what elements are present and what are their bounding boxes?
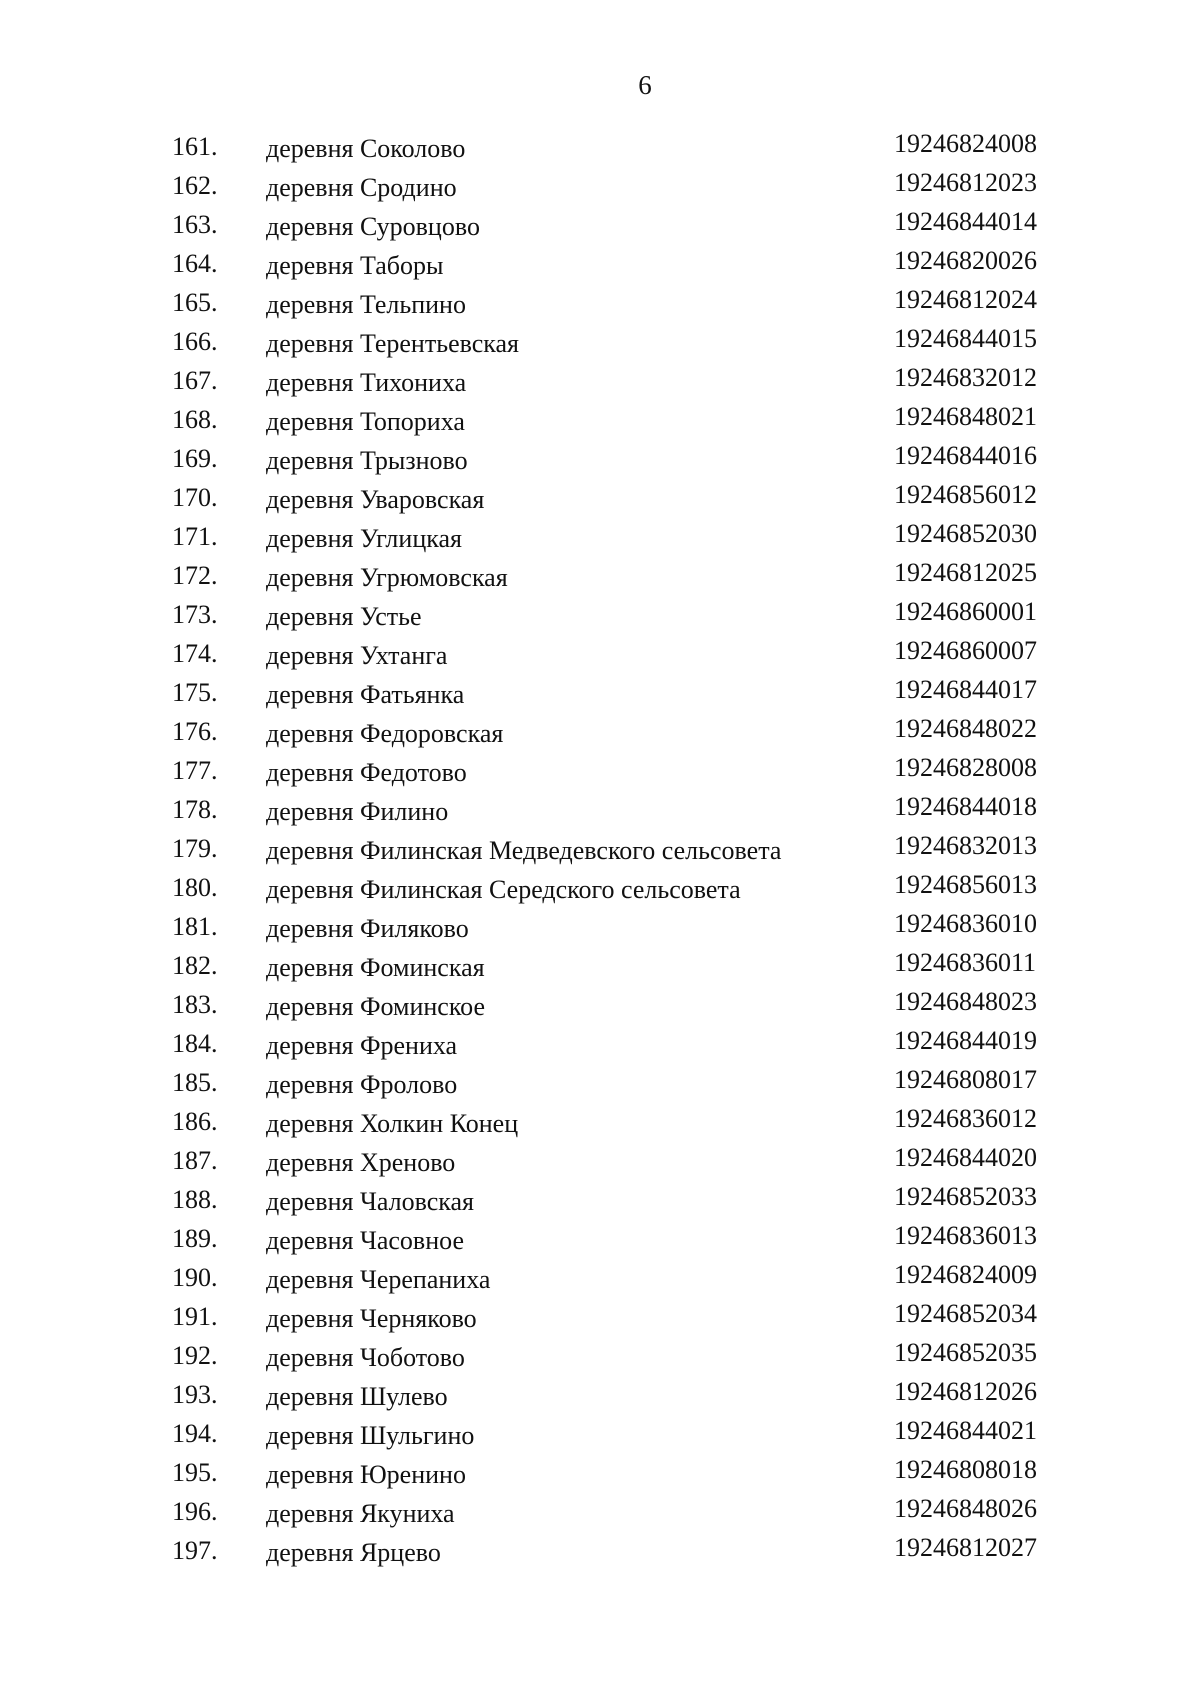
list-item [172,1298,1072,1337]
settlement-name [264,1222,894,1259]
list-item [172,1337,1072,1376]
oktmo-code: 19246820026 [894,246,1037,275]
item-number: 190. [172,1263,218,1292]
item-number: 174. [172,639,218,668]
settlement-name-text: деревня Уваровская [266,485,485,514]
item-number: 172. [172,561,218,590]
list-item [172,518,1072,557]
settlement-name [264,754,894,791]
settlement-name [264,637,894,674]
settlement-name [264,949,894,986]
settlement-name-text: деревня Ухтанга [266,641,448,670]
settlement-name [264,208,894,245]
settlement-name [264,169,894,206]
item-number: 173. [172,600,218,629]
settlement-name-text: деревня Фатьянка [266,680,465,709]
settlement-name-text: деревня Филино [266,797,449,826]
settlement-name [264,871,894,908]
oktmo-code: 19246812025 [894,558,1037,587]
item-number: 182. [172,951,218,980]
settlement-name [264,325,894,362]
item-number: 165. [172,288,218,317]
list-item [172,401,1072,440]
settlement-name-text: деревня Френиха [266,1031,458,1060]
item-number: 189. [172,1224,218,1253]
oktmo-code: 19246812026 [894,1377,1037,1406]
item-number: 191. [172,1302,218,1331]
settlement-name-text: деревня Устье [266,602,422,631]
list-item [172,986,1072,1025]
settlement-name-text: деревня Филяково [266,914,469,943]
settlement-name-text: деревня Черняково [266,1304,477,1333]
oktmo-code: 19246836010 [894,909,1037,938]
oktmo-code: 19246852034 [894,1299,1037,1328]
oktmo-code: 19246844020 [894,1143,1037,1172]
oktmo-code: 19246832013 [894,831,1037,860]
list-item [172,1142,1072,1181]
item-number: 176. [172,717,218,746]
list-item [172,1181,1072,1220]
settlement-name [264,1378,894,1415]
item-number: 171. [172,522,218,551]
oktmo-code: 19246848021 [894,402,1037,431]
list-item [172,1259,1072,1298]
settlement-name-text: деревня Ярцево [266,1538,441,1567]
oktmo-code: 19246852035 [894,1338,1037,1367]
settlement-name [264,1417,894,1454]
oktmo-code: 19246860001 [894,597,1037,626]
list-item [172,1376,1072,1415]
list-item [172,674,1072,713]
list-item [172,362,1072,401]
settlement-list [172,128,1072,1571]
settlement-name [264,1495,894,1532]
item-number: 197. [172,1536,218,1565]
settlement-name-text: деревня Часовное [266,1226,464,1255]
list-item [172,245,1072,284]
settlement-name [264,598,894,635]
oktmo-code: 19246856013 [894,870,1037,899]
settlement-name-text: деревня Хреново [266,1148,456,1177]
item-number: 163. [172,210,218,239]
list-item [172,440,1072,479]
oktmo-code: 19246852033 [894,1182,1037,1211]
oktmo-code: 19246812027 [894,1533,1037,1562]
settlement-name-text: деревня Топориха [266,407,465,436]
oktmo-code: 19246844018 [894,792,1037,821]
oktmo-code: 19246848026 [894,1494,1037,1523]
settlement-name [264,403,894,440]
list-item [172,206,1072,245]
settlement-name-text: деревня Соколово [266,134,466,163]
item-number: 170. [172,483,218,512]
settlement-name-text: деревня Юренино [266,1460,466,1489]
oktmo-code: 19246844014 [894,207,1037,236]
settlement-name-text: деревня Углицкая [266,524,462,553]
list-item [172,1532,1072,1571]
settlement-name-text: деревня Федоровская [266,719,504,748]
list-item [172,1103,1072,1142]
settlement-name [264,910,894,947]
oktmo-code: 19246836011 [894,948,1037,977]
settlement-name [264,715,894,752]
oktmo-code: 19246812023 [894,168,1037,197]
settlement-name [264,1105,894,1142]
list-item [172,869,1072,908]
settlement-name-text: деревня Чаловская [266,1187,474,1216]
settlement-name-text: деревня Фоминская [266,953,485,982]
settlement-name-text: деревня Сродино [266,173,457,202]
oktmo-code: 19246848023 [894,987,1037,1016]
list-item [172,1454,1072,1493]
settlement-name [264,1300,894,1337]
settlement-name-text: деревня Терентьевская [266,329,520,358]
list-item [172,947,1072,986]
item-number: 195. [172,1458,218,1487]
list-item [172,1415,1072,1454]
item-number: 192. [172,1341,218,1370]
oktmo-code: 19246812024 [894,285,1037,314]
settlement-name-text: деревня Федотово [266,758,467,787]
settlement-name-text: деревня Суровцово [266,212,480,241]
settlement-name [264,481,894,518]
oktmo-code: 19246844016 [894,441,1037,470]
settlement-name-text: деревня Фоминское [266,992,485,1021]
item-number: 168. [172,405,218,434]
oktmo-code: 19246836012 [894,1104,1037,1133]
settlement-name [264,520,894,557]
list-item [172,323,1072,362]
settlement-name [264,832,894,869]
settlement-name-text: деревня Шулево [266,1382,448,1411]
list-item [172,557,1072,596]
item-number: 196. [172,1497,218,1526]
item-number: 188. [172,1185,218,1214]
item-number: 161. [172,132,218,161]
item-number: 177. [172,756,218,785]
list-item [172,167,1072,206]
oktmo-code: 19246808018 [894,1455,1037,1484]
oktmo-code: 19246848022 [894,714,1037,743]
settlement-name [264,286,894,323]
oktmo-code: 19246832012 [894,363,1037,392]
item-number: 167. [172,366,218,395]
settlement-name [264,1534,894,1571]
item-number: 187. [172,1146,218,1175]
list-item [172,791,1072,830]
oktmo-code: 19246824009 [894,1260,1037,1289]
settlement-name [264,559,894,596]
settlement-name [264,1144,894,1181]
settlement-name-text: деревня Тихониха [266,368,467,397]
oktmo-code: 19246836013 [894,1221,1037,1250]
item-number: 179. [172,834,218,863]
oktmo-code: 19246808017 [894,1065,1037,1094]
list-item [172,479,1072,518]
page-number: 6 [638,70,652,100]
settlement-name [264,130,894,167]
item-number: 186. [172,1107,218,1136]
oktmo-code: 19246828008 [894,753,1037,782]
item-number: 185. [172,1068,218,1097]
list-item [172,1493,1072,1532]
settlement-name [264,1261,894,1298]
item-number: 178. [172,795,218,824]
settlement-name [264,1456,894,1493]
settlement-name-text: деревня Чоботово [266,1343,465,1372]
settlement-name [264,1183,894,1220]
settlement-name-text: деревня Якуниха [266,1499,455,1528]
list-item [172,635,1072,674]
oktmo-code: 19246844021 [894,1416,1037,1445]
settlement-name-text: деревня Холкин Конец [266,1109,519,1138]
settlement-name [264,676,894,713]
settlement-name-text: деревня Шульгино [266,1421,475,1450]
settlement-name-text: деревня Филинская Медведевского сельсовета [266,836,782,865]
settlement-name-text: деревня Трызново [266,446,468,475]
item-number: 193. [172,1380,218,1409]
list-item [172,596,1072,635]
settlement-name-text: деревня Фролово [266,1070,458,1099]
settlement-name [264,793,894,830]
oktmo-code: 19246844017 [894,675,1037,704]
settlement-name [264,442,894,479]
oktmo-code: 19246860007 [894,636,1037,665]
settlement-name [264,364,894,401]
list-item [172,1220,1072,1259]
settlement-name [264,1066,894,1103]
item-number: 166. [172,327,218,356]
settlement-name [264,988,894,1025]
item-number: 164. [172,249,218,278]
list-item [172,1025,1072,1064]
list-item [172,284,1072,323]
settlement-name [264,247,894,284]
oktmo-code: 19246856012 [894,480,1037,509]
list-item [172,830,1072,869]
oktmo-code: 19246844015 [894,324,1037,353]
item-number: 175. [172,678,218,707]
settlement-name-text: деревня Филинская Середского сельсовета [266,875,741,904]
item-number: 180. [172,873,218,902]
oktmo-code: 19246852030 [894,519,1037,548]
list-item [172,752,1072,791]
list-item [172,908,1072,947]
item-number: 184. [172,1029,218,1058]
item-number: 169. [172,444,218,473]
settlement-name-text: деревня Таборы [266,251,444,280]
settlement-name [264,1339,894,1376]
list-item [172,713,1072,752]
item-number: 194. [172,1419,218,1448]
oktmo-code: 19246844019 [894,1026,1037,1055]
settlement-name-text: деревня Угрюмовская [266,563,508,592]
list-item [172,1064,1072,1103]
item-number: 162. [172,171,218,200]
settlement-name [264,1027,894,1064]
list-item [172,128,1072,167]
item-number: 181. [172,912,218,941]
settlement-name-text: деревня Черепаниха [266,1265,491,1294]
settlement-name-text: деревня Тельпино [266,290,466,319]
oktmo-code: 19246824008 [894,129,1037,158]
item-number: 183. [172,990,218,1019]
